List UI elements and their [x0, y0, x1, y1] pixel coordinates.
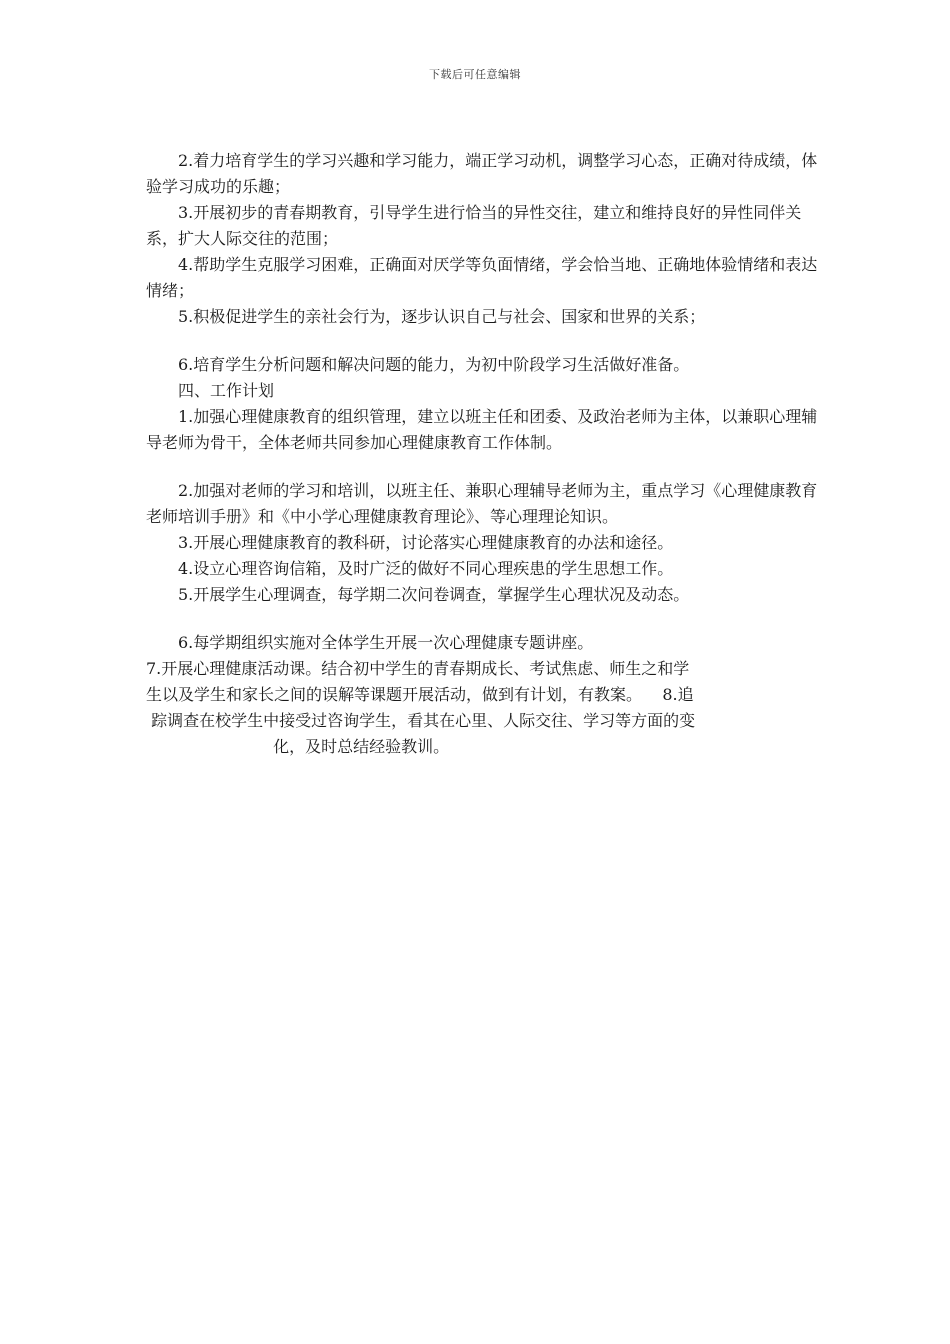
paragraph-plan-4: 4.设立心理咨询信箱，及时广泛的做好不同心理疾患的学生思想工作。: [178, 559, 674, 578]
paragraph-plan-6: 6.每学期组织实施对全体学生开展一次心理健康专题讲座。: [178, 633, 594, 652]
paragraph-plan-8-line-1: 踪调查在校学生中接受过咨询学生，看其在心里、人际交往、学习等方面的变: [146, 711, 696, 730]
spacer: [146, 330, 818, 352]
spacer: [146, 608, 818, 630]
paragraph-plan-8-line-2: 化，及时总结经验教训。: [146, 737, 450, 756]
spacer: [146, 456, 818, 478]
section-heading: 四、工作计划: [178, 381, 275, 400]
paragraph-goal-4: 4.帮助学生克服学习困难，正确面对厌学等负面情绪，学会恰当地、正确地体验情绪和表达情绪；: [146, 255, 818, 300]
paragraph-plan-3: 3.开展心理健康教育的教科研，讨论落实心理健康教育的办法和途径。: [178, 533, 674, 552]
paragraph-plan-1: 1.加强心理健康教育的组织管理，建立以班主任和团委、及政治老师为主体，以兼职心理辅导老师为骨干，全体老师共同参加心理健康教育工作体制。: [146, 407, 818, 452]
paragraph-goal-5: 5.积极促进学生的亲社会行为，逐步认识自己与社会、国家和世界的关系；: [178, 307, 706, 326]
paragraph-plan-2: 2.加强对老师的学习和培训，以班主任、兼职心理辅导老师为主，重点学习《心理健康教育老师培训手册》和《中小学心理健康教育理论》、等心理理论知识。: [146, 481, 818, 526]
paragraph-goal-2: 2.着力培育学生的学习兴趣和学习能力，端正学习动机，调整学习心态，正确对待成绩，体验学习成功的乐趣；: [146, 151, 818, 196]
document-body: [146, 148, 818, 760]
paragraph-plan-7-line-1: 7.开展心理健康活动课。结合初中学生的青春期成长、考试焦虑、师生之和学: [146, 659, 690, 678]
paragraph-plan-5: 5.开展学生心理调查，每学期二次问卷调查，掌握学生心理状况及动态。: [178, 585, 690, 604]
paragraph-goal-3: 3.开展初步的青春期教育，引导学生进行恰当的异性交往，建立和维持良好的异性同伴关系，扩大人际交往的范围；: [146, 203, 802, 248]
page-header: 下载后可任意编辑: [429, 68, 521, 81]
paragraph-goal-6: 6.培育学生分析问题和解决问题的能力，为初中阶段学习生活做好准备。: [178, 355, 690, 374]
paragraph-plan-7-line-2: 生以及学生和家长之间的误解等课题开展活动，做到有计划，有教案。 8.追: [146, 685, 694, 704]
